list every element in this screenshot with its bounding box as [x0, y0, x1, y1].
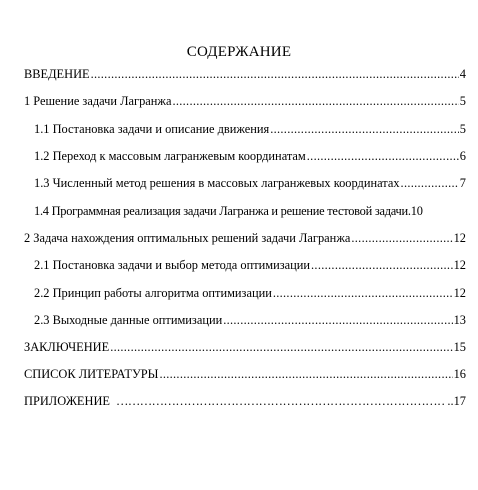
toc-leader — [311, 257, 453, 273]
toc-entry-label: СПИСОК ЛИТЕРАТУРЫ — [24, 367, 159, 381]
toc-entry-label: 1 Решение задачи Лагранжа — [24, 94, 172, 108]
toc-entry-label: 1.2 Переход к массовым лагранжевым координатам — [34, 149, 306, 163]
toc-leader — [401, 175, 459, 191]
toc-leader — [116, 393, 446, 409]
toc-entry-page: 15 — [453, 340, 466, 354]
toc-entry-page: 16 — [453, 367, 466, 381]
toc-leader — [351, 230, 452, 246]
toc-leader — [110, 339, 452, 355]
toc-entry-page: 4 — [459, 67, 466, 81]
toc-entry — [34, 121, 466, 137]
toc-leader — [159, 366, 452, 382]
toc-entry-page: 12 — [453, 231, 466, 245]
toc-entry-label: 1.4 Программная реализация задачи Лагранжа и решение тестовой задачи. — [34, 204, 411, 218]
toc-leader — [91, 66, 459, 82]
toc-entry-page: 6 — [459, 149, 466, 163]
toc-entry-page: 7 — [459, 176, 466, 190]
toc-leader — [223, 312, 452, 328]
toc-entry-label: 2.3 Выходные данные оптимизации — [34, 313, 223, 327]
toc-entry-page: 12 — [453, 286, 466, 300]
toc-entry-label: 1.3 Численный метод решения в массовых лагранжевых координатах — [34, 176, 400, 190]
toc-entry — [24, 66, 466, 82]
toc-leader — [172, 93, 458, 109]
toc-entry-page: 13 — [453, 313, 466, 327]
toc-entry-label: 2.2 Принцип работы алгоритма оптимизации — [34, 286, 272, 300]
toc-entry-page: 5 — [459, 122, 466, 136]
toc-entry — [34, 203, 466, 219]
toc-entry-label: ВВЕДЕНИЕ — [24, 67, 90, 81]
toc-entry-label: 2.1 Постановка задачи и выбор метода оптимизации — [34, 258, 311, 272]
toc-entry — [34, 257, 466, 273]
toc-entry-page: 12 — [453, 258, 466, 272]
toc-entry-label: ЗАКЛЮЧЕНИЕ — [24, 340, 110, 354]
toc-entry — [24, 230, 466, 246]
toc-title: СОДЕРЖАНИЕ — [186, 44, 292, 60]
toc-entry-label: ПРИЛОЖЕНИЕ — [24, 394, 110, 408]
toc-entry-page: ..17 — [447, 394, 466, 408]
toc-leader — [307, 148, 459, 164]
toc-entry-page: 10 — [410, 204, 423, 218]
toc-leader — [273, 285, 453, 301]
toc-entry-label: 2 Задача нахождения оптимальных решений задачи Лагранжа — [24, 231, 351, 245]
toc-entry — [24, 339, 466, 355]
toc-entry — [34, 148, 466, 164]
toc-entry — [34, 285, 466, 301]
toc-entry-label: 1.1 Постановка задачи и описание движения — [34, 122, 270, 136]
toc-entry — [24, 93, 466, 109]
toc-entry — [24, 393, 466, 409]
toc-entry — [34, 312, 466, 328]
toc-entry-page: 5 — [459, 94, 466, 108]
toc-entry — [24, 366, 466, 382]
toc-entry — [34, 175, 466, 191]
toc-leader — [270, 121, 459, 137]
